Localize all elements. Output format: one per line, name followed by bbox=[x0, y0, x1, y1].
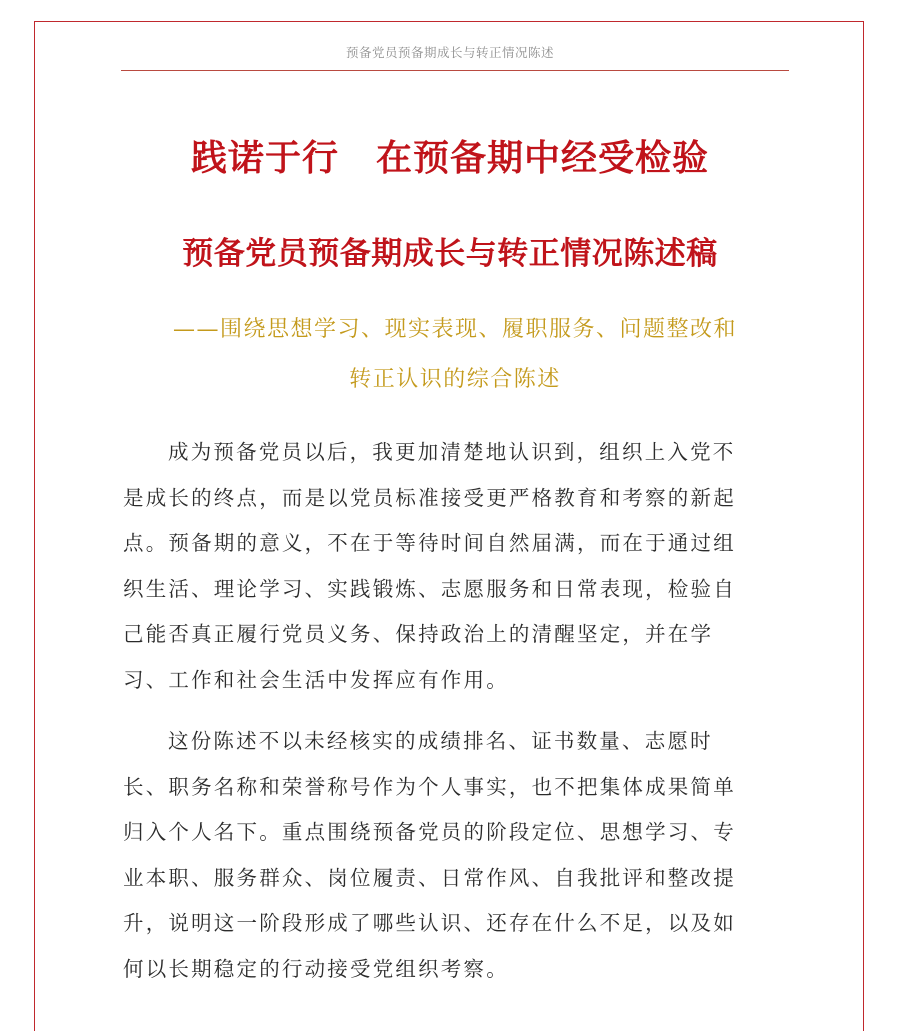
body-paragraph-1 bbox=[123, 430, 793, 703]
tagline-line-2: 转正认识的综合陈述 bbox=[349, 367, 561, 392]
document-title: 践诺于行 在预备期中经受检验 bbox=[190, 138, 709, 179]
paragraph-line: 长、职务名称和荣誉称号作为个人事实，也不把集体成果简单 bbox=[123, 774, 736, 799]
paragraph-line: 这份陈述不以未经核实的成绩排名、证书数量、志愿时 bbox=[168, 729, 713, 753]
paragraph-line: 成为预备党员以后，我更加清楚地认识到，组织上入党不 bbox=[168, 440, 736, 464]
paragraph-line: 己能否真正履行党员义务、保持政治上的清醒坚定，并在学 bbox=[123, 622, 714, 646]
paragraph-line: 升，说明这一阶段形成了哪些认识、还存在什么不足，以及如 bbox=[123, 911, 736, 935]
body-paragraph-2 bbox=[123, 719, 793, 992]
paragraph-line: 是成长的终点，而是以党员标准接受更严格教育和考察的新起 bbox=[123, 485, 736, 510]
tagline-line-1: ——围绕思想学习、现实表现、履职服务、问题整改和 bbox=[172, 317, 737, 342]
paragraph-line: 何以长期稳定的行动接受党组织考察。 bbox=[123, 956, 509, 981]
header-divider bbox=[121, 70, 789, 71]
paragraph-line: 业本职、服务群众、岗位履责、日常作风、自我批评和整改提 bbox=[123, 865, 736, 890]
paragraph-line: 织生活、理论学习、实践锻炼、志愿服务和日常表现，检验自 bbox=[123, 576, 736, 601]
paragraph-line: 点。预备期的意义，不在于等待时间自然届满，而在于通过组 bbox=[123, 531, 736, 555]
document-subtitle: 预备党员预备期成长与转正情况陈述稿 bbox=[182, 236, 718, 272]
running-header: 预备党员预备期成长与转正情况陈述 bbox=[345, 45, 554, 60]
paragraph-line: 归入个人名下。重点围绕预备党员的阶段定位、思想学习、专 bbox=[123, 820, 736, 844]
paragraph-line: 习、工作和社会生活中发挥应有作用。 bbox=[123, 667, 509, 692]
